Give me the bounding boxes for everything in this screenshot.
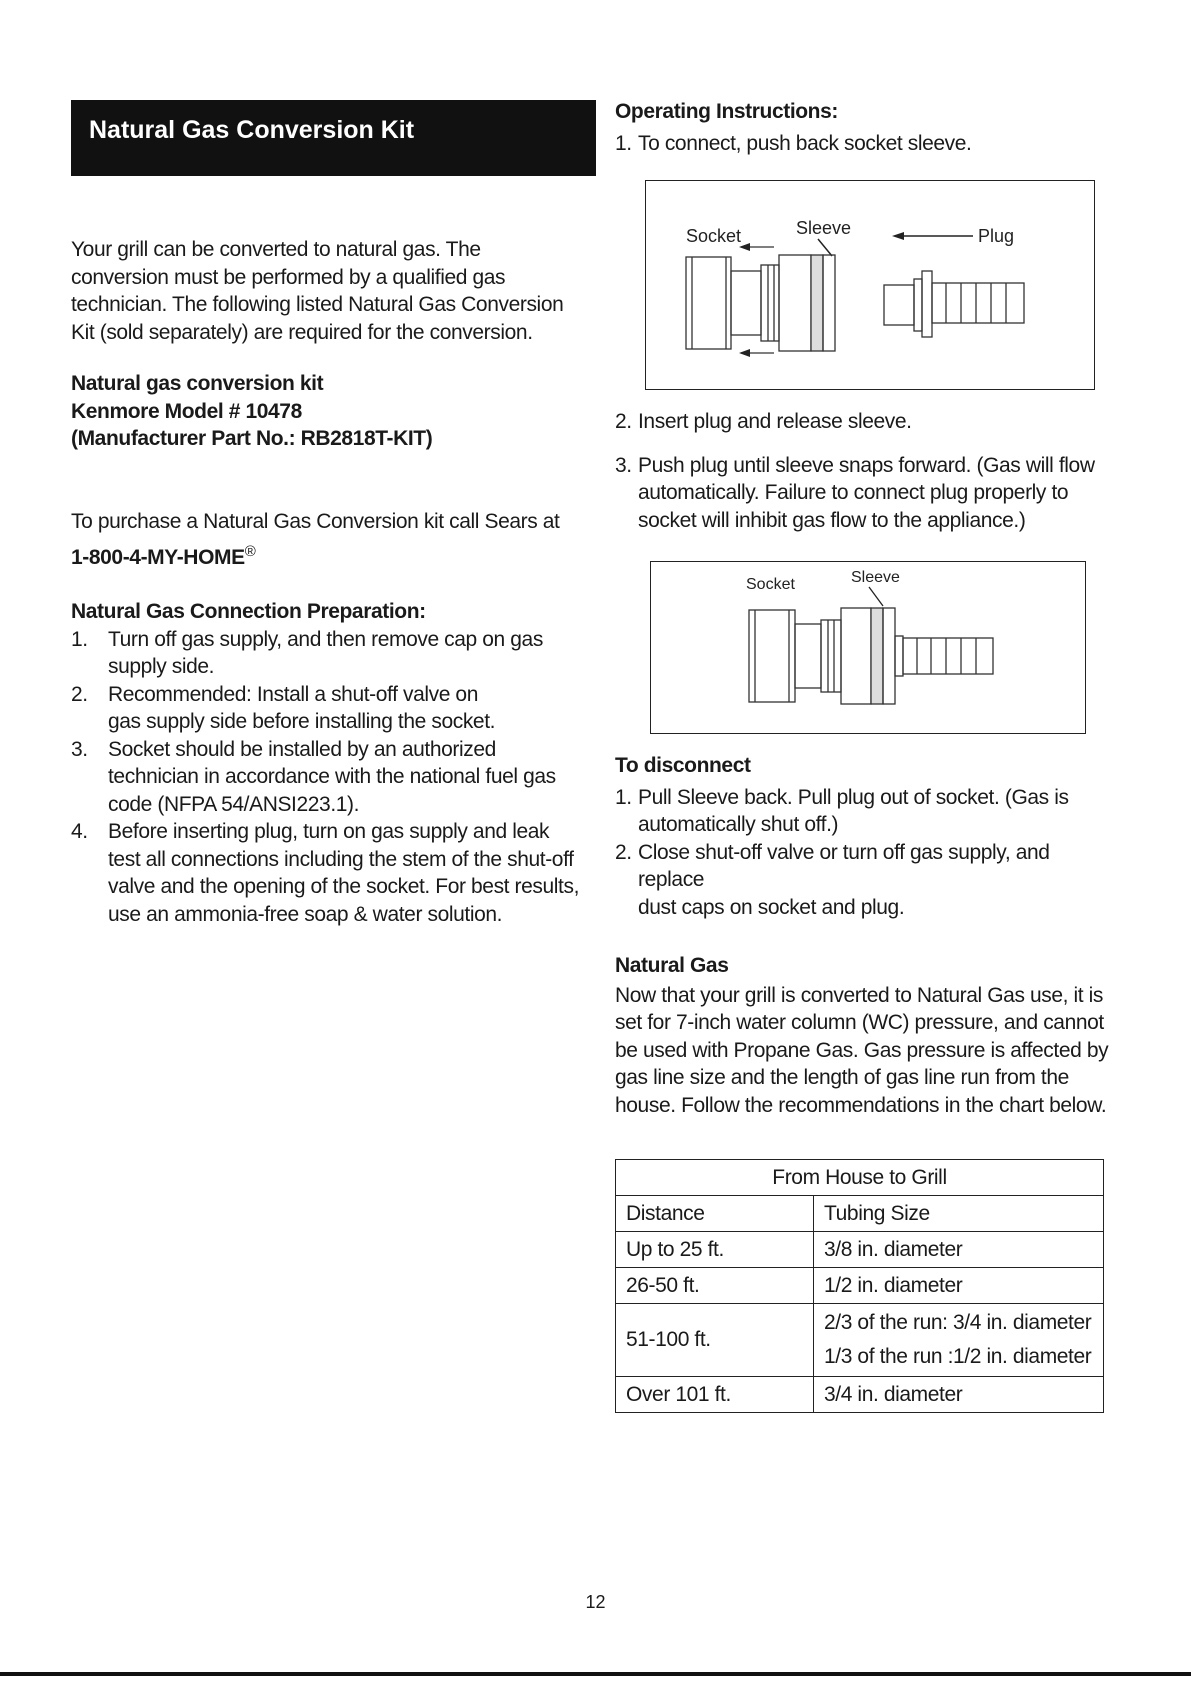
list-number: 2.	[615, 410, 632, 433]
phone-number: 1-800-4-MY-HOME	[71, 545, 245, 569]
list-number: 2.	[615, 840, 632, 864]
plug-arrow	[892, 232, 973, 240]
list-line: Insert plug and release sleeve.	[638, 410, 912, 433]
tubing-size-cell: 3/4 in. diameter	[814, 1377, 1104, 1413]
connect-diagram	[645, 180, 1095, 390]
intro-line: conversion must be performed by a qualified gas	[71, 265, 506, 289]
table-row	[616, 1304, 1104, 1377]
table-column-header-row	[616, 1196, 1104, 1232]
paragraph-line: gas line size and the length of gas line run from the	[615, 1066, 1069, 1089]
distance-cell: 26-50 ft.	[616, 1268, 814, 1304]
list-line: technician in accordance with the national fuel gas	[108, 765, 556, 788]
list-line: Before inserting plug, turn on gas supply and leak	[108, 820, 550, 843]
list-line: supply side.	[108, 655, 215, 678]
list-line: automatically shut off.)	[638, 813, 839, 836]
list-item	[71, 818, 591, 928]
list-line: test all connections including the stem of the shut-off	[108, 847, 574, 871]
table-header-row	[616, 1160, 1104, 1196]
paragraph-line: Now that your grill is converted to Natural Gas use, it is	[615, 983, 1104, 1007]
coupling-illustration	[749, 608, 993, 704]
list-line: Turn off gas supply, and then remove cap on gas	[108, 627, 543, 651]
list-number: 3.	[615, 453, 632, 477]
tubing-size-cell	[814, 1304, 1104, 1377]
list-line: Recommended: Install a shut-off valve on	[108, 682, 478, 706]
list-line: gas supply side before installing the socket.	[108, 710, 496, 733]
connected-diagram	[650, 561, 1086, 734]
list-item	[615, 452, 1115, 535]
tubing-size-cell: 1/2 in. diameter	[814, 1268, 1104, 1304]
list-item	[615, 784, 1115, 839]
intro-line: Your grill can be converted to natural gas. The	[71, 238, 481, 261]
kit-info	[71, 370, 591, 453]
sleeve-label: Sleeve	[796, 218, 852, 238]
list-number: 1.	[71, 627, 88, 651]
intro-line: technician. The following listed Natural Gas Conversion	[71, 293, 564, 316]
intro-line: Kit (sold separately) are required for the conversion.	[71, 320, 533, 344]
operating-section	[615, 98, 1115, 157]
list-line: code (NFPA 54/ANSI223.1).	[108, 792, 360, 816]
list-line: automatically. Failure to connect plug properly to	[638, 481, 1069, 504]
kit-name: Natural gas conversion kit	[71, 372, 324, 395]
list-line: Push plug until sleeve snaps forward. (Gas will flow	[638, 453, 1095, 477]
list-line: use an ammonia-free soap & water solution.	[108, 902, 503, 926]
list-number: 1.	[615, 131, 632, 155]
disconnect-section	[615, 752, 1115, 921]
distance-cell: Over 101 ft.	[616, 1377, 814, 1413]
plug-illustration	[884, 271, 1024, 337]
operating-heading: Operating Instructions:	[615, 100, 838, 123]
sleeve-pointer	[869, 587, 883, 606]
prep-section	[71, 598, 591, 928]
socket-label: Socket	[686, 226, 742, 246]
list-item	[615, 130, 1115, 158]
page-title: Natural Gas Conversion Kit	[71, 100, 596, 176]
paragraph-line: set for 7-inch water column (WC) pressure, and cannot	[615, 1011, 1104, 1034]
list-line: dust caps on socket and plug.	[638, 895, 905, 919]
purchase-info	[71, 508, 591, 571]
list-number: 4.	[71, 820, 88, 843]
socket-label: Socket	[746, 576, 795, 593]
kit-part-number: (Manufacturer Part No.: RB2818T-KIT)	[71, 427, 433, 450]
disconnect-heading: To disconnect	[615, 754, 751, 777]
list-item	[71, 626, 591, 681]
list-line: Socket should be installed by an authorized	[108, 737, 496, 761]
plug-label: Plug	[978, 226, 1015, 246]
table-row	[616, 1377, 1104, 1413]
tubing-size-table	[615, 1159, 1104, 1413]
table-row	[616, 1232, 1104, 1268]
natural-gas-section	[615, 952, 1115, 1119]
purchase-text: To purchase a Natural Gas Conversion kit call Sears at	[71, 510, 560, 533]
bottom-divider	[0, 1672, 1191, 1676]
list-line: To connect, push back socket sleeve.	[638, 131, 972, 155]
prep-heading: Natural Gas Connection Preparation:	[71, 600, 426, 623]
list-item	[71, 736, 591, 819]
paragraph-line: house. Follow the recommendations in the chart below.	[615, 1093, 1107, 1117]
list-line: Close shut-off valve or turn off gas supply, and replace	[638, 840, 1050, 891]
column-header-tubing-size: Tubing Size	[814, 1196, 1104, 1232]
list-line: Pull Sleeve back. Pull plug out of socket. (Gas is	[638, 785, 1069, 809]
list-number: 2.	[71, 682, 88, 706]
paragraph-line: be used with Propane Gas. Gas pressure is affected by	[615, 1038, 1109, 1062]
socket-illustration	[686, 243, 835, 357]
registered-mark: ®	[244, 542, 256, 560]
natural-gas-heading: Natural Gas	[615, 954, 729, 977]
intro-paragraph	[71, 236, 591, 346]
tubing-size-cell: 3/8 in. diameter	[814, 1232, 1104, 1268]
column-header-distance: Distance	[616, 1196, 814, 1232]
sleeve-label: Sleeve	[851, 569, 900, 586]
list-number: 1.	[615, 785, 632, 809]
list-number: 3.	[71, 737, 88, 761]
sleeve-pointer	[818, 239, 832, 256]
distance-cell: 51-100 ft.	[616, 1304, 814, 1377]
list-line: valve and the opening of the socket. For best results,	[108, 875, 580, 898]
table-row	[616, 1268, 1104, 1304]
list-item	[615, 408, 1115, 436]
list-item	[71, 681, 591, 736]
kit-model: Kenmore Model # 10478	[71, 399, 302, 423]
list-line: socket will inhibit gas flow to the appliance.)	[638, 508, 1026, 532]
table-title: From House to Grill	[616, 1160, 1104, 1196]
operating-steps	[615, 408, 1115, 534]
page-number: 12	[585, 1592, 606, 1612]
list-item	[615, 839, 1115, 922]
distance-cell: Up to 25 ft.	[616, 1232, 814, 1268]
tubing-size-line: 2/3 of the run: 3/4 in. diameter	[824, 1311, 1092, 1334]
tubing-size-line: 1/3 of the run :1/2 in. diameter	[824, 1345, 1092, 1368]
